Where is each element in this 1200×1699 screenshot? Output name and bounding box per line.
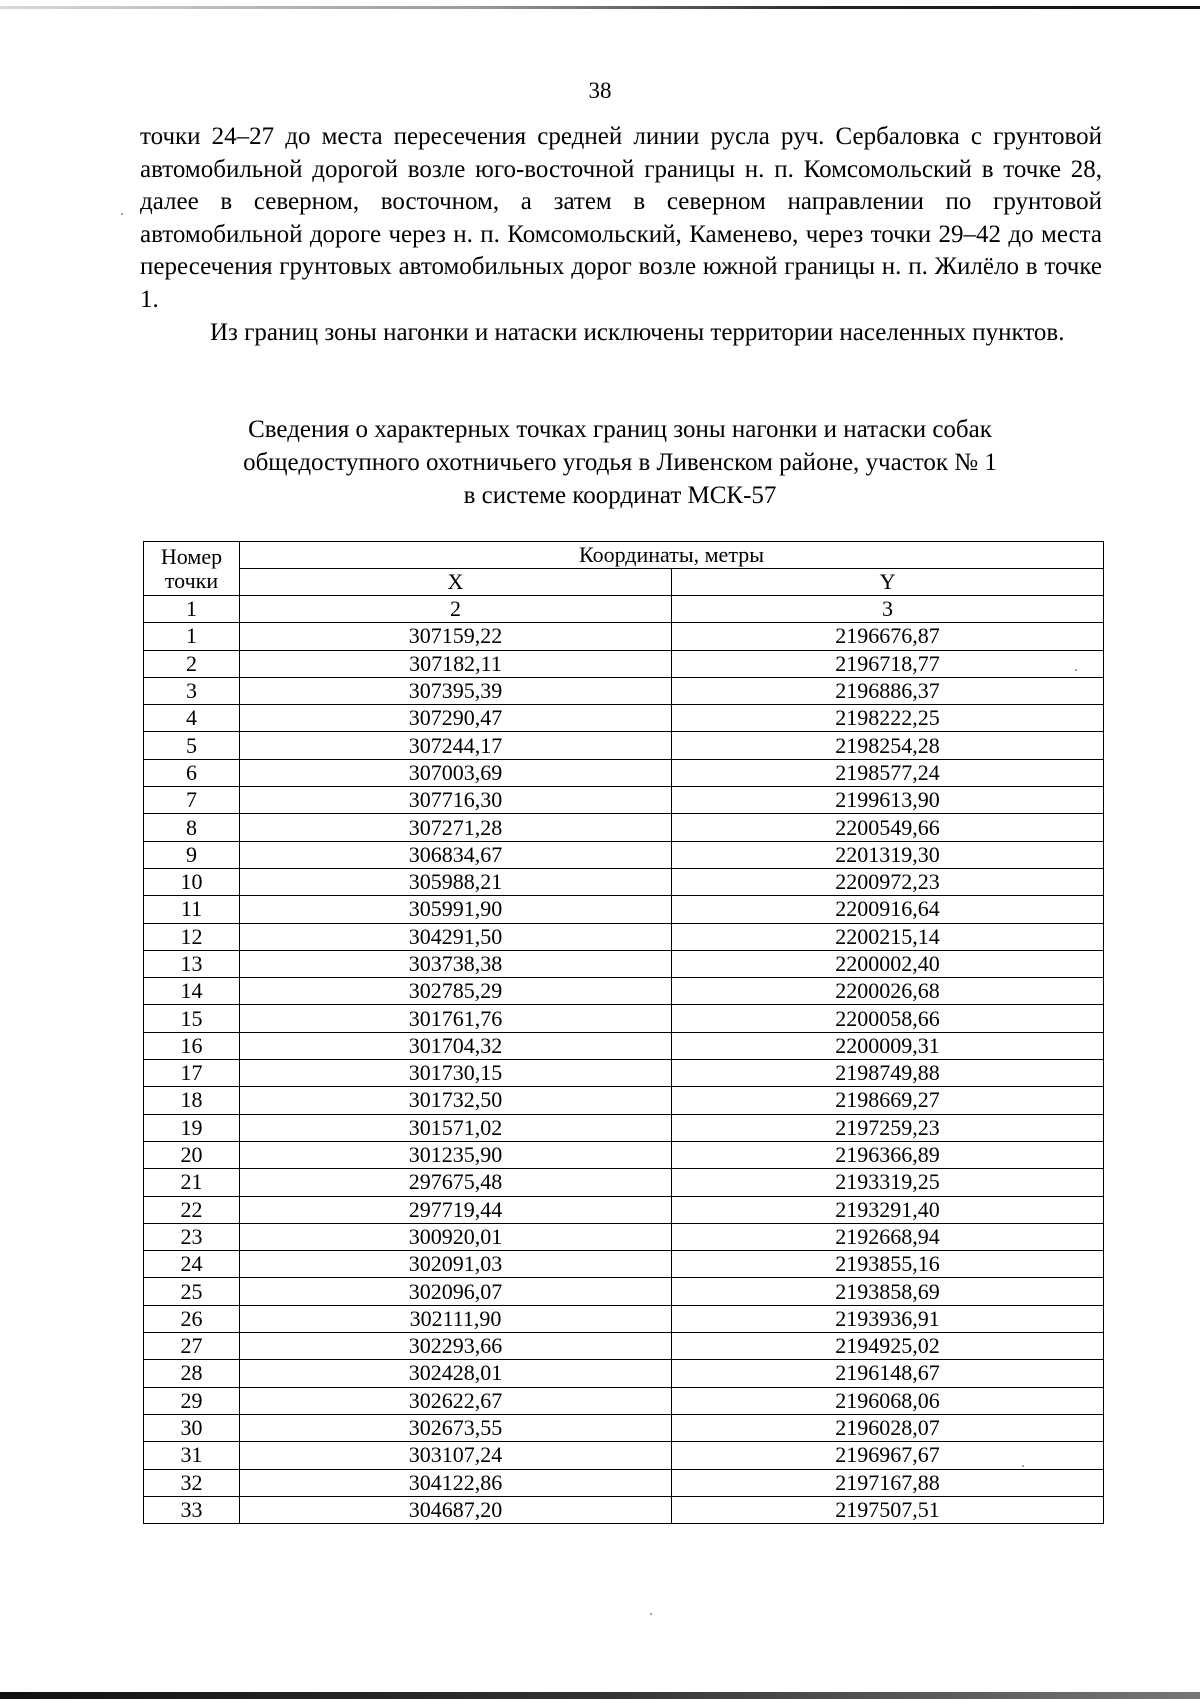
scan-edge-bottom [0,1692,1200,1699]
scan-speck [1022,1465,1024,1467]
point-number-cell: 22 [144,1196,240,1223]
point-header-line-2: точки [164,567,219,593]
table-row [144,950,1104,977]
x-coordinate-cell: 302622,67 [240,1387,672,1414]
x-coordinate-cell: 307290,47 [240,705,672,732]
point-number-cell: 31 [144,1442,240,1469]
point-number-cell: 11 [144,896,240,923]
x-coordinate-cell: 307159,22 [240,623,672,650]
table-row [144,1278,1104,1305]
table-row [144,1141,1104,1168]
x-coordinate-cell: 301235,90 [240,1141,672,1168]
heading-line-2: общедоступного охотничьего угодья в Ливенском районе, участок № 1 [243,449,997,476]
x-coordinate-cell: 297719,44 [240,1196,672,1223]
table-row [144,841,1104,868]
table-row [144,1387,1104,1414]
point-number-cell: 14 [144,978,240,1005]
point-number-cell: 30 [144,1414,240,1441]
x-coordinate-cell: 306834,67 [240,841,672,868]
point-number-cell: 10 [144,868,240,895]
table-row [144,1223,1104,1250]
x-coordinate-cell: 307182,11 [240,650,672,677]
y-coordinate-cell: 2196148,67 [672,1360,1104,1387]
point-number-cell: 15 [144,1005,240,1032]
y-coordinate-cell: 2193291,40 [672,1196,1104,1223]
x-coordinate-cell: 307395,39 [240,677,672,704]
point-number-cell: 33 [144,1496,240,1523]
point-number-cell: 4 [144,705,240,732]
table-body [144,623,1104,1524]
paragraph-2: Из границ зоны нагонки и натаски исключены территории населенных пунктов. [210,319,1065,346]
y-coordinate-cell: 2200215,14 [672,923,1104,950]
point-number-cell: 9 [144,841,240,868]
x-coordinate-cell: 305991,90 [240,896,672,923]
table-row [144,1442,1104,1469]
table-row [144,787,1104,814]
x-coordinate-cell: 305988,21 [240,868,672,895]
x-coordinate-cell: 307003,69 [240,759,672,786]
y-coordinate-cell: 2196028,07 [672,1414,1104,1441]
point-number-cell: 25 [144,1278,240,1305]
point-number-cell: 18 [144,1087,240,1114]
point-number-cell: 7 [144,787,240,814]
table-row [144,1087,1104,1114]
table-row [144,1060,1104,1087]
table-row [144,1469,1104,1496]
y-coordinate-cell: 2196718,77 [672,650,1104,677]
table-row [144,650,1104,677]
point-number-cell: 1 [144,623,240,650]
x-coordinate-cell: 303107,24 [240,1442,672,1469]
point-number-cell: 5 [144,732,240,759]
point-number-cell: 3 [144,677,240,704]
x-coordinate-cell: 301730,15 [240,1060,672,1087]
y-coordinate-cell: 2199613,90 [672,787,1104,814]
x-coordinate-cell: 302091,03 [240,1251,672,1278]
y-coordinate-cell: 2198254,28 [672,732,1104,759]
table-row [144,1114,1104,1141]
point-number-header [144,542,240,596]
x-coordinate-cell: 304122,86 [240,1469,672,1496]
y-coordinate-cell: 2198669,27 [672,1087,1104,1114]
point-number-cell: 27 [144,1333,240,1360]
y-coordinate-cell: 2196068,06 [672,1387,1104,1414]
y-coordinate-cell: 2200009,31 [672,1032,1104,1059]
point-number-cell: 12 [144,923,240,950]
table-row [144,1169,1104,1196]
y-coordinate-cell: 2196366,89 [672,1141,1104,1168]
point-number-cell: 23 [144,1223,240,1250]
body-text [140,121,1102,350]
table-header [144,542,1104,623]
table-row [144,705,1104,732]
coordinates-header: Координаты, метры [240,542,1104,569]
x-coordinate-cell: 304687,20 [240,1496,672,1523]
y-coordinate-cell: 2198749,88 [672,1060,1104,1087]
x-coordinate-cell: 297675,48 [240,1169,672,1196]
table-heading [150,413,1090,512]
table-row [144,677,1104,704]
heading-line-1: Сведения о характерных точках границ зоны нагонки и натаски собак [248,416,992,443]
table-row [144,1305,1104,1332]
x-header: X [240,569,672,596]
paragraph-1: точки 24–27 до места пересечения средней линии русла руч. Сербаловка с грунтовой автомобильной дорогой возле юго-восточной границы н. п. Комсомольский в точке 28, далее в северном, восточном, а затем в северном направлении по грунтовой автомобильной дороге через н. п. Комсомольский, Каменево, через точки 29–42 до места пересечения грунтовых автомобильных дорог возле южной границы н. п. Жилёло в точке 1. [140,123,1102,313]
y-coordinate-cell: 2198222,25 [672,705,1104,732]
point-number-cell: 16 [144,1032,240,1059]
table-row [144,978,1104,1005]
y-coordinate-cell: 2200916,64 [672,896,1104,923]
point-number-cell: 24 [144,1251,240,1278]
y-coordinate-cell: 2194925,02 [672,1333,1104,1360]
coordinates-table [143,541,1104,1524]
y-coordinate-cell: 2200972,23 [672,868,1104,895]
y-coordinate-cell: 2200549,66 [672,814,1104,841]
x-coordinate-cell: 302673,55 [240,1414,672,1441]
x-coordinate-cell: 302428,01 [240,1360,672,1387]
point-number-cell: 28 [144,1360,240,1387]
y-coordinate-cell: 2192668,94 [672,1223,1104,1250]
y-coordinate-cell: 2200002,40 [672,950,1104,977]
y-coordinate-cell: 2196676,87 [672,623,1104,650]
table-row [144,868,1104,895]
column-number: 3 [672,596,1104,623]
table-row [144,1496,1104,1523]
column-number: 1 [144,596,240,623]
y-coordinate-cell: 2200026,68 [672,978,1104,1005]
y-coordinate-cell: 2196967,67 [672,1442,1104,1469]
point-number-cell: 26 [144,1305,240,1332]
y-coordinate-cell: 2201319,30 [672,841,1104,868]
point-number-cell: 20 [144,1141,240,1168]
table-row [144,814,1104,841]
y-coordinate-cell: 2193319,25 [672,1169,1104,1196]
point-number-cell: 17 [144,1060,240,1087]
x-coordinate-cell: 301732,50 [240,1087,672,1114]
x-coordinate-cell: 307244,17 [240,732,672,759]
point-number-cell: 32 [144,1469,240,1496]
point-number-cell: 13 [144,950,240,977]
table-row [144,1360,1104,1387]
x-coordinate-cell: 301704,32 [240,1032,672,1059]
y-header: Y [672,569,1104,596]
table-row [144,1333,1104,1360]
x-coordinate-cell: 302096,07 [240,1278,672,1305]
y-coordinate-cell: 2193936,91 [672,1305,1104,1332]
x-coordinate-cell: 301571,02 [240,1114,672,1141]
point-number-cell: 6 [144,759,240,786]
point-number-cell: 2 [144,650,240,677]
y-coordinate-cell: 2200058,66 [672,1005,1104,1032]
point-number-cell: 21 [144,1169,240,1196]
x-coordinate-cell: 303738,38 [240,950,672,977]
point-number-cell: 19 [144,1114,240,1141]
page-number: 38 [588,78,612,103]
x-coordinate-cell: 301761,76 [240,1005,672,1032]
scan-speck [121,213,123,215]
y-coordinate-cell: 2196886,37 [672,677,1104,704]
scan-speck [1075,669,1077,671]
x-coordinate-cell: 307716,30 [240,787,672,814]
y-coordinate-cell: 2197259,23 [672,1114,1104,1141]
y-coordinate-cell: 2198577,24 [672,759,1104,786]
column-number-row [144,596,1104,623]
x-coordinate-cell: 302293,66 [240,1333,672,1360]
table-row [144,1032,1104,1059]
column-number: 2 [240,596,672,623]
heading-line-3: в системе координат МСК-57 [463,482,777,509]
point-number-cell: 8 [144,814,240,841]
table-row [144,732,1104,759]
x-coordinate-cell: 300920,01 [240,1223,672,1250]
x-coordinate-cell: 307271,28 [240,814,672,841]
y-coordinate-cell: 2197167,88 [672,1469,1104,1496]
table-row [144,623,1104,650]
y-coordinate-cell: 2197507,51 [672,1496,1104,1523]
x-coordinate-cell: 302785,29 [240,978,672,1005]
point-header-line-1: Номер [160,543,223,569]
table-row [144,1005,1104,1032]
scan-edge-top [0,6,1200,9]
table-row [144,1251,1104,1278]
table-row [144,1414,1104,1441]
scan-speck [650,1613,652,1615]
x-coordinate-cell: 304291,50 [240,923,672,950]
y-coordinate-cell: 2193858,69 [672,1278,1104,1305]
y-coordinate-cell: 2193855,16 [672,1251,1104,1278]
point-number-cell: 29 [144,1387,240,1414]
table-row [144,1196,1104,1223]
table-row [144,759,1104,786]
table-row [144,923,1104,950]
x-coordinate-cell: 302111,90 [240,1305,672,1332]
table-row [144,896,1104,923]
